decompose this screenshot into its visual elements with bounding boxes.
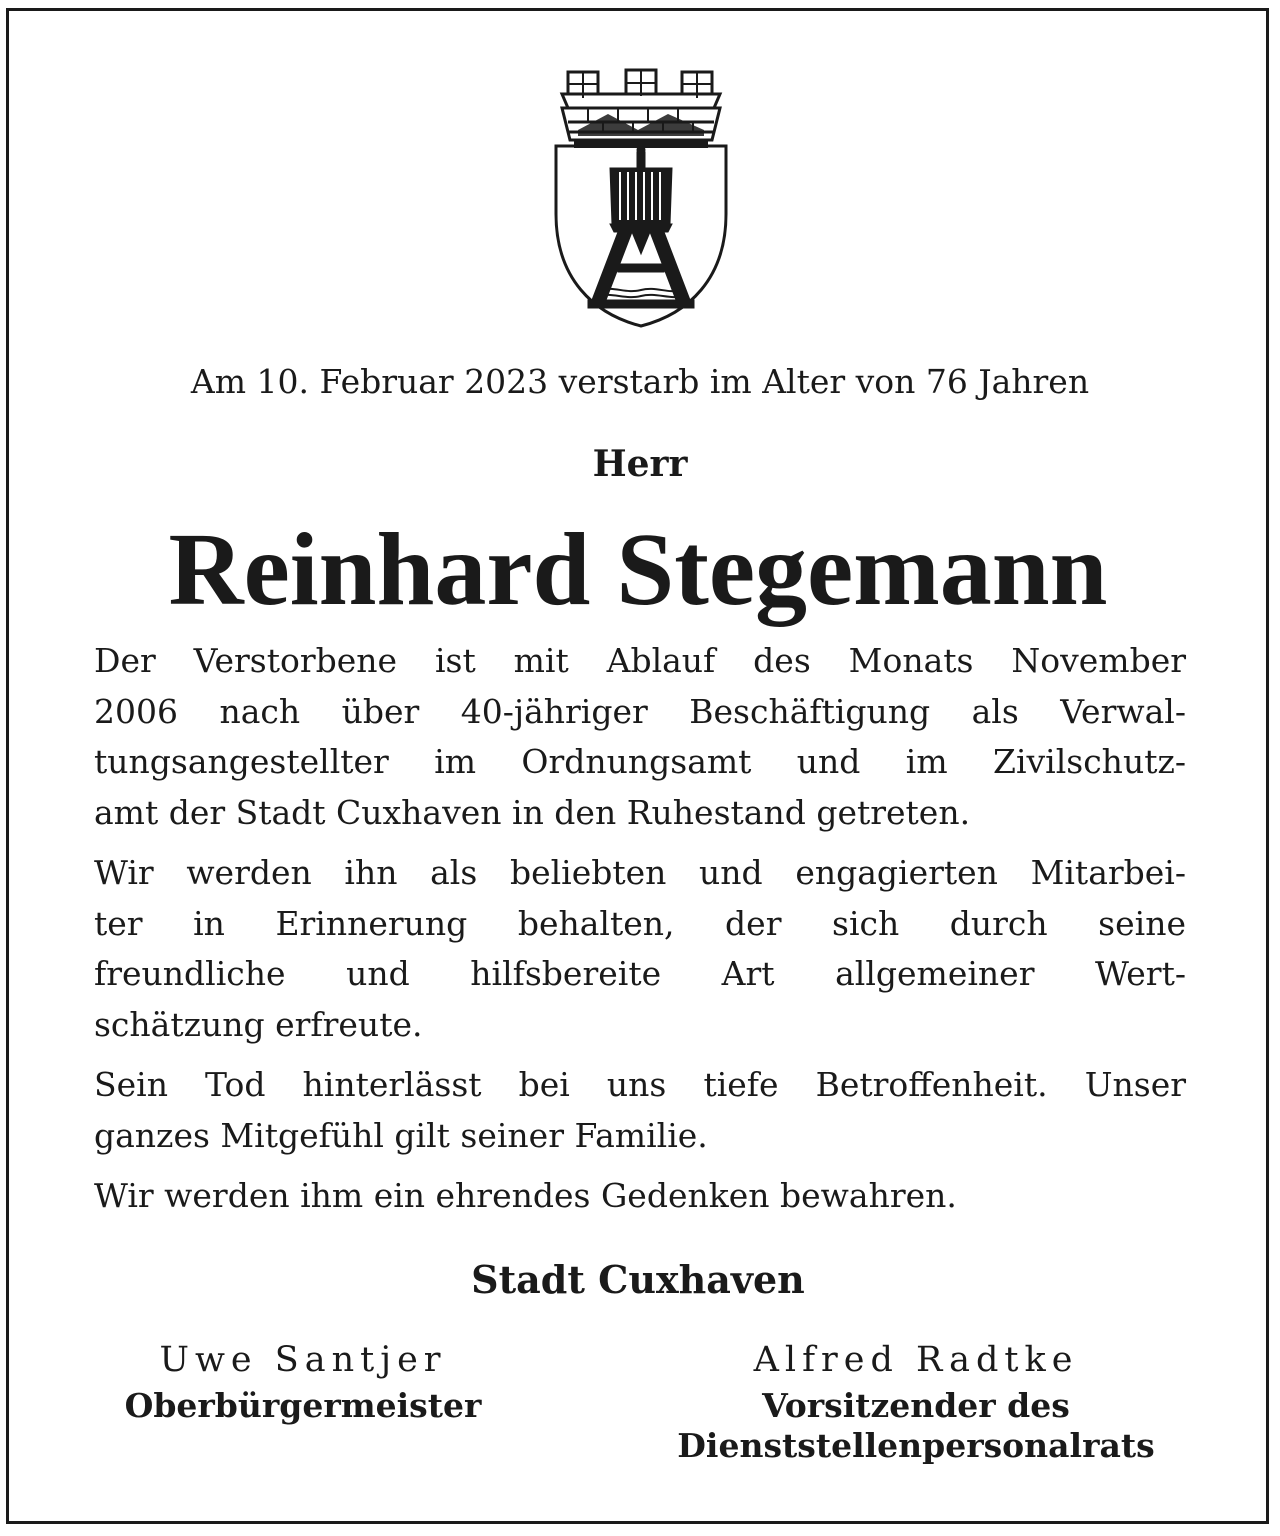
signatory-name: Uwe Santjer <box>159 1340 447 1380</box>
text-line: Der Verstorbene ist mit Ablauf des Monats November <box>94 641 1186 680</box>
paragraph-condolence <box>94 1060 1186 1161</box>
organization-name: Stadt Cuxhaven <box>471 1257 805 1302</box>
text-line: Wir werden ihn als beliebten und engagierten Mitarbei- <box>94 853 1186 892</box>
obituary-body <box>94 636 1186 1232</box>
death-announcement-line: Am 10. Februar 2023 verstarb im Alter von 76 Jahren <box>190 362 1090 401</box>
deceased-name: Reinhard Stegemann <box>168 512 1108 627</box>
text-line: schätzung erfreute. <box>94 1004 423 1044</box>
text-line: ganzes Mitgefühl gilt seiner Familie. <box>94 1115 708 1155</box>
signatory-title: Oberbürgermeister <box>124 1386 482 1425</box>
text-line: Wir werden ihm ein ehrendes Gedenken bewahren. <box>94 1176 957 1215</box>
signatory-title: Vorsitzender des <box>762 1386 1070 1425</box>
text-line: ter in Erinnerung behalten, der sich durch seine <box>94 903 1186 943</box>
text-line: 2006 nach über 40-jähriger Beschäftigung als Verwal- <box>94 691 1186 731</box>
text-line: tungsangestellter im Ordnungsamt und im Zivilschutz- <box>94 742 1186 781</box>
text-line: freundliche und hilfsbereite Art allgemeiner Wert- <box>94 954 1186 993</box>
paragraph-memory <box>94 1171 1186 1222</box>
signatory-name: Alfred Radtke <box>753 1340 1079 1380</box>
cuxhaven-coat-of-arms-icon <box>548 64 734 330</box>
signatory-title: Dienststellenpersonalrats <box>677 1426 1155 1465</box>
signatory-mayor <box>86 1334 520 1426</box>
paragraph-remembrance <box>94 848 1186 1050</box>
text-line: amt der Stadt Cuxhaven in den Ruhestand getreten. <box>94 792 971 832</box>
paragraph-career <box>94 636 1186 838</box>
salutation: Herr <box>592 443 688 485</box>
text-line: Sein Tod hinterlässt bei uns tiefe Betroffenheit. Unser <box>94 1065 1186 1104</box>
signatory-staff-council <box>648 1334 1184 1466</box>
